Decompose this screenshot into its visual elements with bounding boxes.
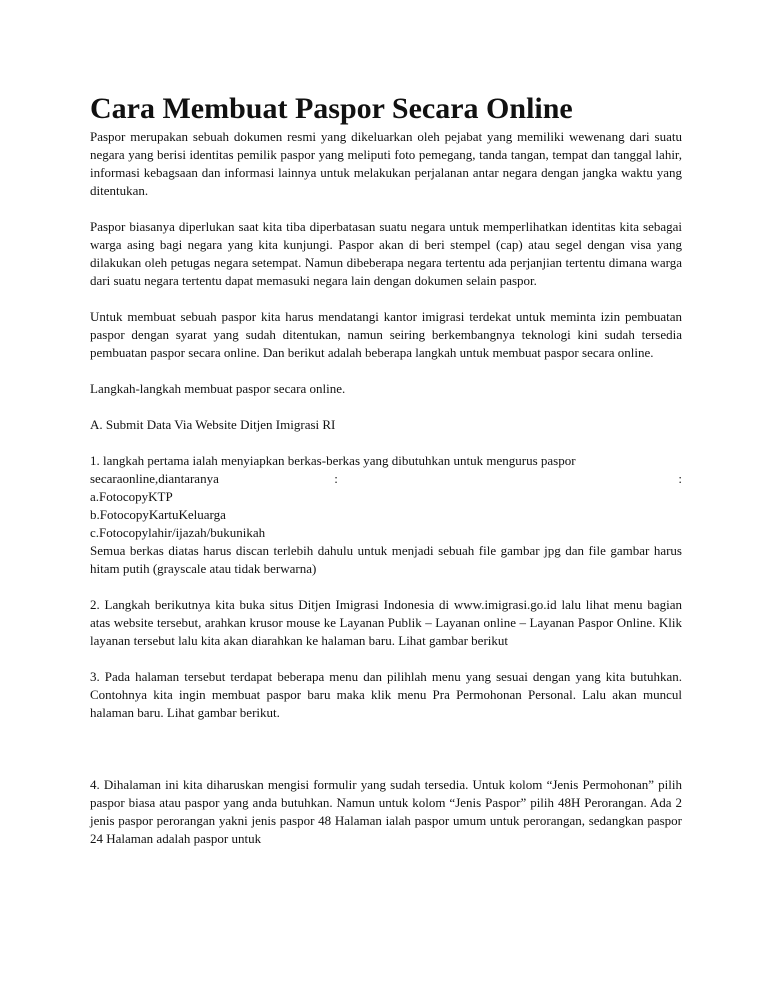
list-item-b: b.FotocopyKartuKeluarga (90, 507, 226, 522)
list-item-a: a.FotocopyKTP (90, 489, 173, 504)
spacer (90, 722, 682, 776)
paragraph-office: Untuk membuat sebuah paspor kita harus mendatangi kantor imigrasi terdekat untuk meminta izin pembuatan paspor dengan syarat yang sudah ditentukan, namun seiring berkembangnya teknologi kini sudah tersedia pembuatan paspor secara online. Dan berikut adalah beberapa langkah untuk membuat paspor secara online. (90, 309, 682, 360)
spacer (90, 398, 682, 416)
step-4: 4. Dihalaman ini kita diharuskan mengisi formulir yang sudah tersedia. Untuk kolom “Jenis Permohonan” pilih paspor biasa atau paspor yang anda butuhkan. Namun untuk kolom “Jenis Paspor” pilih 48H Perorangan. Ada 2 jenis paspor perorangan yakni jenis paspor 48 Halaman ialah paspor umum untuk perorangan, sedangkan paspor 24 Halaman adalah paspor untuk (90, 777, 682, 846)
spacer (90, 362, 682, 380)
step-2: 2. Langkah berikutnya kita buka situs Ditjen Imigrasi Indonesia di www.imigrasi.go.id lalu lihat menu bagian atas website tersebut, arahkan krusor mouse ke Layanan Publik – Layanan online – Layanan Paspor Online. Klik layanan tersebut lalu kita akan diarahkan ke halaman baru. Lihat gambar berikut (90, 597, 682, 648)
step-1-line-right: : (678, 471, 682, 486)
step-1-line-left: secaraonline,diantaranya (90, 471, 219, 486)
step-1-intro: 1. langkah pertama ialah menyiapkan berkas-berkas yang dibutuhkan untuk mengurus paspor (90, 453, 576, 468)
spacer (90, 578, 682, 596)
paragraph-intro: Paspor merupakan sebuah dokumen resmi yang dikeluarkan oleh pejabat yang memiliki wewenang dari suatu negara yang berisi identitas pemilik paspor yang meliputi foto pemegang, tanda tangan, tempat dan tanggal lahir, informasi kebagsaan dan informasi lainnya untuk melakukan perjalanan antar negara dengan jangka waktu yang ditentukan. (90, 129, 682, 198)
list-item-c: c.Fotocopylahir/ijazah/bukunikah (90, 525, 266, 540)
spacer (90, 200, 682, 218)
paragraph-border: Paspor biasanya diperlukan saat kita tiba diperbatasan suatu negara untuk memperlihatkan identitas kita sebagai warga asing bagi negara yang kita kunjungi. Paspor akan di beri stempel (cap) atau segel dengan visa yang dilakukan oleh petugas negara setempat. Namun dibeberapa negara tertentu ada perjanjian tertentu dimana warga dari suatu negara tertentu dapat memasuki negara lain dengan dokumen selain paspor. (90, 219, 682, 288)
spacer (90, 434, 682, 452)
section-a-heading: A. Submit Data Via Website Ditjen Imigrasi RI (90, 417, 336, 432)
steps-heading: Langkah-langkah membuat paspor secara online. (90, 381, 346, 396)
step-3: 3. Pada halaman tersebut terdapat beberapa menu dan pilihlah menu yang sesuai dengan yang kita butuhkan. Contohnya kita ingin membuat paspor baru maka klik menu Pra Permohonan Personal. Lalu akan muncul halaman baru. Lihat gambar berikut. (90, 669, 682, 720)
page-title: Cara Membuat Paspor Secara Online (90, 92, 573, 125)
spacer (90, 650, 682, 668)
document-page (90, 92, 682, 848)
spacer (90, 290, 682, 308)
step-1-note: Semua berkas diatas harus discan terlebih dahulu untuk menjadi sebuah file gambar jpg dan file gambar harus hitam putih (grayscale atau tidak berwarna) (90, 543, 682, 576)
step-1-line-mid: : (334, 471, 338, 486)
step-1-line (90, 470, 682, 488)
